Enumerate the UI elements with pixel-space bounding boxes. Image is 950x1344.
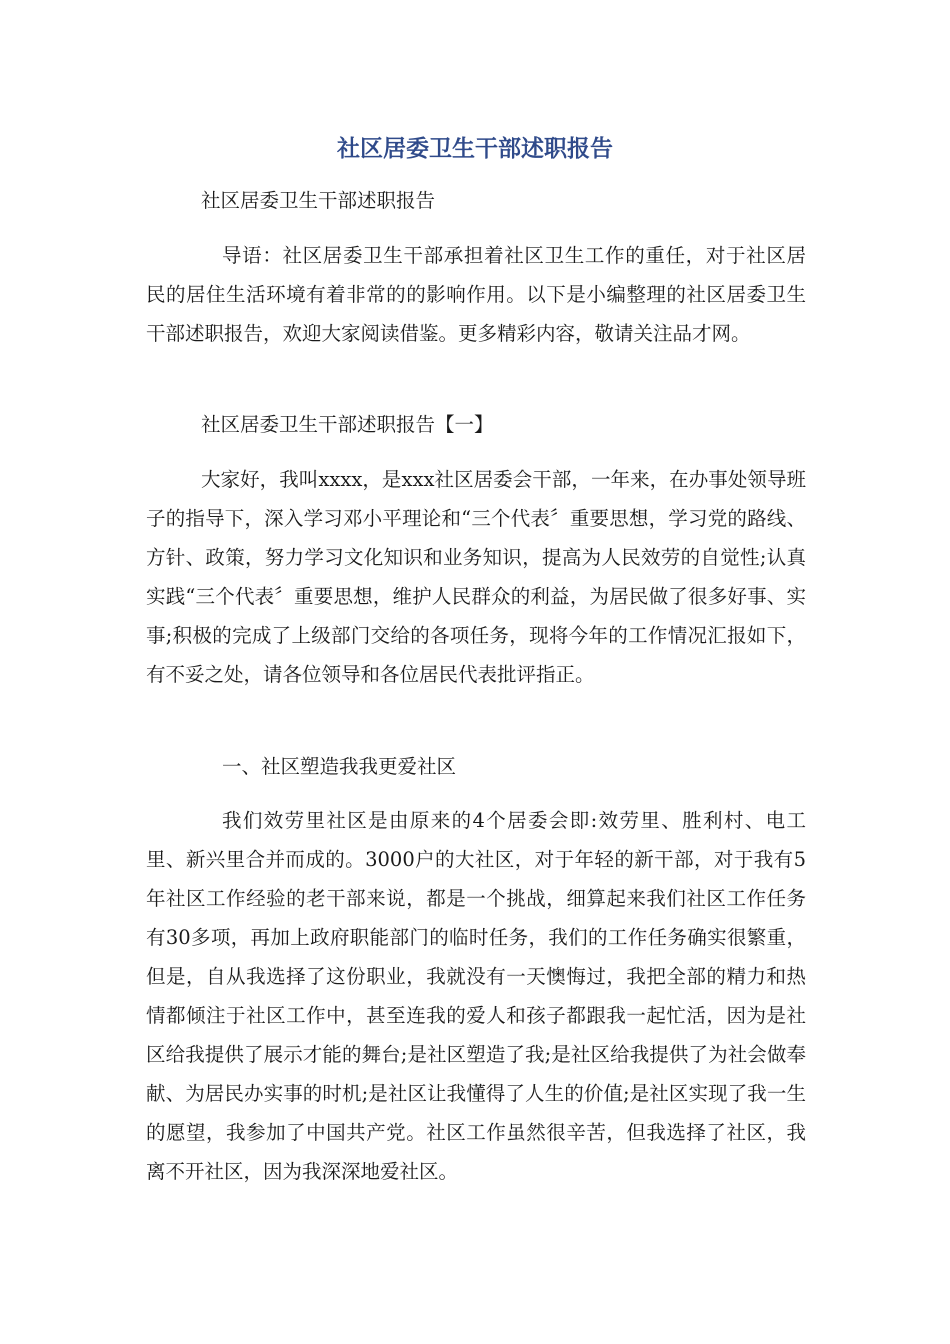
section-heading-1: 一、社区塑造我我更爱社区 — [222, 755, 457, 778]
document-title: 社区居委卫生干部述职报告 — [337, 136, 613, 162]
body-paragraph-2: 我们效劳里社区是由原来的4个居委会即:效劳里、胜利村、电工里、新兴里合并而成的。3000户的大社区，对于年轻的新干部，对于我有5年社区工作经验的老干部来说，都是一个挑战，细算起来我们社区工作任务有30多项，再加上政府职能部门的临时任务，我们的工作任务确实很繁重，但是，自从我选择了这份职业，我就没有一天懊悔过，我把全部的精力和热情都倾注于社区工作中，甚至连我的爱人和孩子都跟我一起忙活，因为是社区给我提供了展示才能的舞台;是社区塑造了我;是社区给我提供了为社会做奉献、为居民办实事的时机;是社区让我懂得了人生的价值;是社区实现了我一生的愿望，我参加了中国共产党。社区工作虽然很辛苦，但我选择了社区，我离不开社区，因为我深深地爱社区。 — [146, 809, 806, 1183]
section-title: 社区居委卫生干部述职报告【一】 — [201, 413, 494, 436]
body-paragraph-1: 大家好，我叫xxxx，是xxx社区居委会干部，一年来，在办事处领导班子的指导下，深入学习邓小平理论和“三个代表〞重要思想，学习党的路线、方针、政策，努力学习文化知识和业务知识，提高为人民效劳的自觉性;认真实践“三个代表〞重要思想，维护人民群众的利益，为居民做了很多好事、实事;积极的完成了上级部门交给的各项任务，现将今年的工作情况汇报如下，有不妥之处，请各位领导和各位居民代表批评指正。 — [146, 468, 806, 686]
intro-paragraph: 导语：社区居委卫生干部承担着社区卫生工作的重任，对于社区居民的居住生活环境有着非常的的影响作用。以下是小编整理的社区居委卫生干部述职报告，欢迎大家阅读借鉴。更多精彩内容，敬请关注品才网。 — [146, 244, 806, 345]
document-subtitle: 社区居委卫生干部述职报告 — [201, 189, 436, 212]
